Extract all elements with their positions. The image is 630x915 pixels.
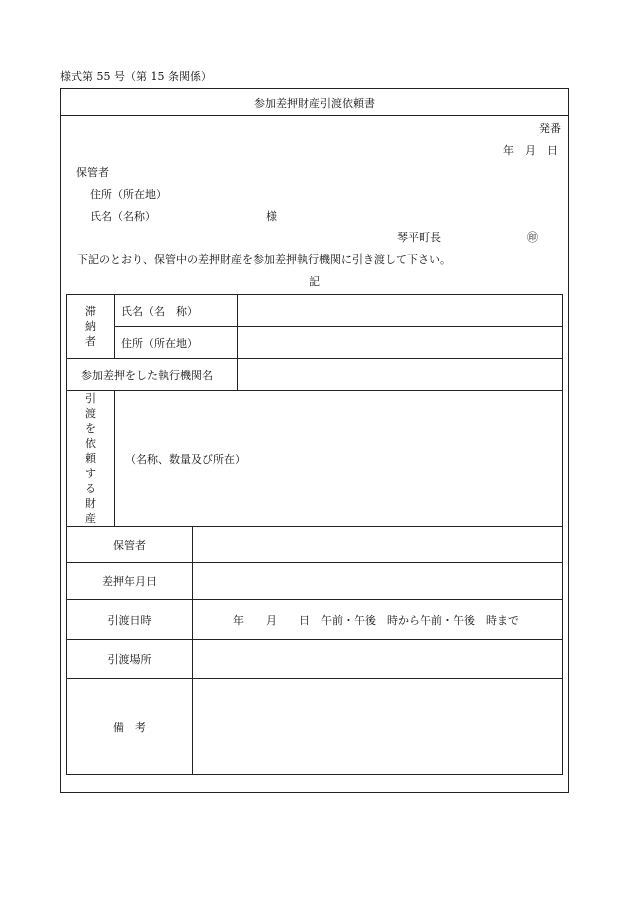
vertical-char: す [85,467,96,480]
seal-mark: ㊞ [527,231,538,244]
vertical-char: 産 [85,512,96,525]
custodian-address-label: 住所（所在地） [90,188,167,201]
request-text: 下記のとおり、保管中の差押財産を参加差押執行機関に引き渡して下さい。 [77,253,451,266]
issue-number-label: 発番 [539,122,561,135]
remarks-cell[interactable] [193,679,563,775]
remarks-label: 備 考 [67,679,193,775]
vertical-char: 者 [85,335,96,348]
vertical-char: 納 [85,320,96,333]
vertical-char: 財 [85,497,96,510]
ki-heading: 記 [309,275,320,288]
seizure-date-cell[interactable] [193,563,563,600]
vertical-char: 渡 [85,407,96,420]
taxpayer-address-cell[interactable] [238,327,563,359]
vertical-char: 滞 [85,305,96,318]
custodian-label: 保管者 [76,166,109,179]
vertical-char: 頼 [85,452,96,465]
vertical-char: 引 [85,392,96,405]
property-group-chars [67,391,114,526]
sender-title: 琴平町長 [397,231,441,244]
vertical-char: る [85,482,96,495]
taxpayer-name-label: 氏名（名 称） [115,295,238,327]
vertical-char: を [85,422,96,435]
property-note: （名称、数量及び所在） [115,391,563,527]
custodian-row-label: 保管者 [67,527,193,563]
delivery-datetime-value[interactable]: 年 月 日 午前・午後 時から午前・午後 時まで [193,600,563,640]
issue-date: 年 月 日 [503,144,558,157]
property-group-label [67,391,115,527]
taxpayer-address-label: 住所（所在地） [115,327,238,359]
taxpayer-group-chars [67,304,114,349]
delivery-place-label: 引渡場所 [67,640,193,679]
delivery-place-cell[interactable] [193,640,563,679]
taxpayer-name-cell[interactable] [238,295,563,327]
custodian-cell[interactable] [193,527,563,563]
agency-name-cell[interactable] [238,359,563,391]
agency-name-label: 参加差押をした執行機関名 [67,359,238,391]
form-title: 参加差押財産引渡依頼書 [254,97,375,110]
seizure-date-label: 差押年月日 [67,563,193,600]
form-number: 様式第 55 号（第 15 条関係） [60,70,212,83]
request-details-table [66,294,563,775]
taxpayer-group-label [67,295,115,359]
honorific: 様 [266,210,277,223]
title-divider [60,115,569,116]
vertical-char: 依 [85,437,96,450]
delivery-datetime-label: 引渡日時 [67,600,193,640]
custodian-name-label: 氏名（名称） [90,210,156,223]
